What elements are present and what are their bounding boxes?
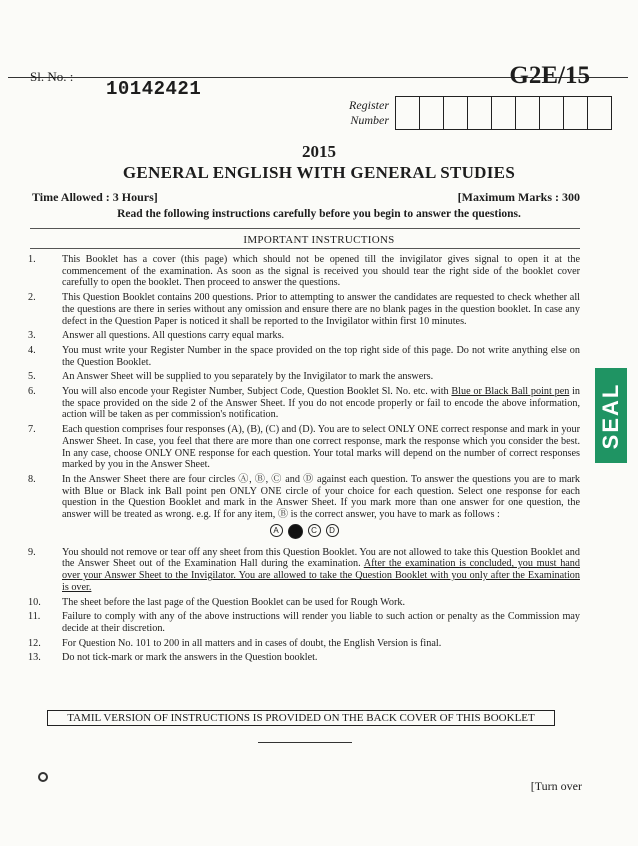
maximum-marks: [Maximum Marks : 300 bbox=[457, 190, 580, 204]
punch-hole-icon bbox=[38, 772, 48, 782]
instruction-text: You must write your Register Number in the space provided on the top right side of this page. Do not write anything else on the Question Booklet. bbox=[62, 344, 580, 368]
instruction-text: The sheet before the last page of the Question Booklet can be used for Rough Work. bbox=[62, 596, 406, 608]
instruction-number: 2. bbox=[28, 292, 36, 304]
register-digit-box[interactable] bbox=[468, 97, 492, 129]
instruction-text: This Question Booklet contains 200 questions. Prior to attempting to answer the candidates are requested to check whether all the questions are there in series without any omission and ensure there are no blank pages in the question booklet. In case any defect in the Question Paper is noticed it shall be reported to the Invigilator within first 10 minutes. bbox=[62, 292, 580, 327]
instructions-heading: IMPORTANT INSTRUCTIONS bbox=[243, 234, 395, 246]
instruction-text: Failure to comply with any of the above instructions will render you liable to such action or penalty as the Commission may decide at their discretion. bbox=[62, 611, 580, 634]
seal-label: SEAL bbox=[598, 382, 623, 449]
instruction-item bbox=[28, 371, 580, 383]
divider bbox=[258, 742, 352, 743]
turn-over-label: [Turn over bbox=[530, 779, 582, 793]
instruction-text-underlined: After the examination is concluded, you must hand over your Answer Sheet to the Invigilator. You are allowed to take the Question Booklet with you only after the Examination is over. bbox=[62, 558, 580, 593]
instructions-list bbox=[28, 254, 580, 667]
instruction-item bbox=[28, 330, 580, 342]
answer-bubble-c: C bbox=[308, 524, 321, 537]
register-digit-box[interactable] bbox=[444, 97, 468, 129]
instruction-item bbox=[28, 547, 580, 594]
time-allowed: Time Allowed : 3 Hours] bbox=[32, 190, 158, 204]
register-number-boxes[interactable] bbox=[395, 96, 612, 130]
instruction-item bbox=[28, 652, 580, 664]
sl-no-value: 10142421 bbox=[106, 78, 202, 100]
instruction-number: 8. bbox=[28, 473, 36, 485]
instruction-item bbox=[28, 386, 580, 421]
answer-bubble-b: B bbox=[288, 524, 303, 539]
instruction-number: 10. bbox=[28, 596, 41, 608]
instruction-number: 1. bbox=[28, 254, 36, 265]
instruction-item bbox=[28, 292, 580, 327]
register-digit-box[interactable] bbox=[396, 97, 420, 129]
instruction-number: 4. bbox=[28, 344, 36, 356]
answer-bubble-d: D bbox=[326, 524, 339, 537]
register-digit-box[interactable] bbox=[540, 97, 564, 129]
instruction-item bbox=[28, 474, 580, 521]
instruction-item bbox=[28, 597, 580, 609]
paper-code: G2E/15 bbox=[509, 62, 590, 89]
register-number-label: Register Number bbox=[349, 98, 389, 127]
instruction-text-part: You will also encode your Register Number, Subject Code, Question Booklet Sl. No. etc. with bbox=[62, 386, 452, 398]
instruction-text: Do not tick-mark or mark the answers in the Question booklet. bbox=[62, 652, 318, 664]
instruction-text bbox=[62, 547, 580, 594]
instruction-text: This Booklet has a cover (this page) which should not be opened till the invigilator gives signal to open it at the commencement of the examination. As soon as the signal is received you should tear the right side of the booklet cover carefully to open the booklet. Then proceed to answer the questions. bbox=[62, 254, 580, 289]
divider bbox=[30, 228, 580, 229]
exam-title: GENERAL ENGLISH WITH GENERAL STUDIES bbox=[122, 163, 516, 182]
tamil-version-note: TAMIL VERSION OF INSTRUCTIONS IS PROVIDED ON THE BACK COVER OF THIS BOOKLET bbox=[47, 710, 555, 726]
register-digit-box[interactable] bbox=[492, 97, 516, 129]
instruction-item bbox=[28, 345, 580, 368]
read-instructions-note: Read the following instructions carefully before you begin to answer the questions. bbox=[117, 208, 521, 220]
instruction-text: For Question No. 101 to 200 in all matters and in cases of doubt, the English Version is final. bbox=[62, 637, 442, 649]
register-digit-box[interactable] bbox=[516, 97, 540, 129]
instruction-text-underlined: Blue or Black Ball point pen bbox=[451, 386, 570, 398]
instruction-number: 5. bbox=[28, 371, 36, 383]
instruction-item bbox=[28, 611, 580, 634]
instruction-item bbox=[28, 424, 580, 471]
instruction-text: Answer all questions. All questions carry equal marks. bbox=[62, 330, 285, 342]
answer-bubble-a: A bbox=[270, 524, 283, 537]
instruction-number: 11. bbox=[28, 611, 41, 623]
register-digit-box[interactable] bbox=[588, 97, 611, 129]
instruction-number: 7. bbox=[28, 424, 36, 436]
instruction-text: Each question comprises four responses (A), (B), (C) and (D). You are to select ONLY ONE correct response and mark in your Answer Sheet. In case, you feel that there are more than one correct response, mark the response which you consider the best. In any case, choose ONLY ONE response for each question. Your total marks will depend on the number of correct responses marked by you in the Answer Sheet. bbox=[62, 424, 580, 471]
instruction-text-part: in the space provided on the side 2 of the Answer Sheet. If you do not encode properly or fail to encode the above information, action will be taken as per commission's notification. bbox=[62, 386, 580, 421]
instruction-item bbox=[28, 638, 580, 650]
instruction-text bbox=[62, 386, 580, 421]
register-digit-box[interactable] bbox=[420, 97, 444, 129]
instruction-item bbox=[28, 254, 580, 289]
instruction-text: In the Answer Sheet there are four circles Ⓐ, Ⓑ, Ⓒ and Ⓓ against each question. To answer the questions you are to mark with Blue or Black ink Ball point pen ONLY ONE circle of your choice for each question. Select one response for each question in the Question Booklet and mark in the Answer Sheet. If you mark more than one answer for one question, the answer will be treated as wrong. e.g. If for any item, Ⓑ is the correct answer, you have to mark as follows : bbox=[62, 473, 580, 521]
seal-tab bbox=[595, 368, 627, 463]
instruction-number: 3. bbox=[28, 330, 36, 342]
divider bbox=[30, 248, 580, 249]
instruction-number: 9. bbox=[28, 546, 36, 558]
sl-no-label: Sl. No. : bbox=[30, 69, 74, 84]
exam-year: 2015 bbox=[302, 142, 336, 161]
instruction-number: 6. bbox=[28, 386, 36, 398]
example-answer-bubbles bbox=[28, 524, 580, 539]
instruction-text-part: You should not remove or tear off any sheet from this Question Booklet. You are not allowed to take this Question Booklet and the Answer Sheet out of the Examination Hall during the examination. bbox=[62, 546, 580, 570]
instruction-text: An Answer Sheet will be supplied to you separately by the Invigilator to mark the answers. bbox=[62, 371, 434, 383]
instruction-number: 12. bbox=[28, 637, 41, 649]
register-digit-box[interactable] bbox=[564, 97, 588, 129]
instruction-number: 13. bbox=[28, 652, 41, 664]
